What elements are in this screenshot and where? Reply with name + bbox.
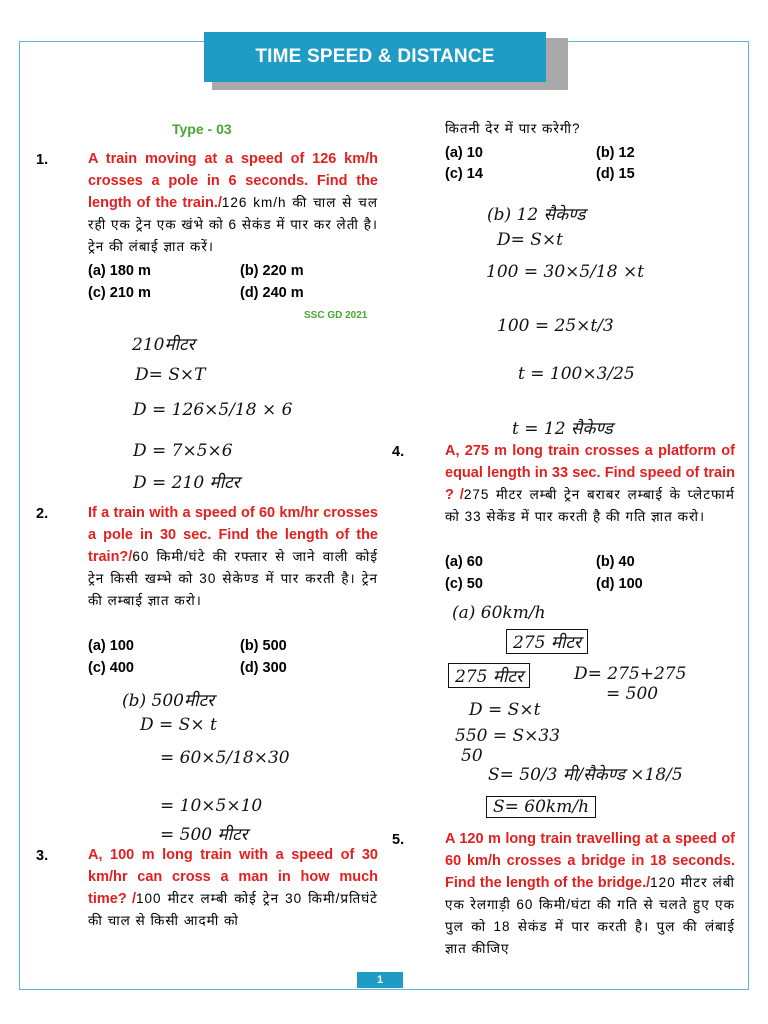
q4-hindi: 275 मीटर लम्बी ट्रेन बराबर लम्बाई के प्लेटफार्म को 33 सेकेंड में पार करती है की गति ज्ञात करो।: [445, 487, 735, 524]
q4-option-d: (d) 100: [596, 576, 643, 592]
q3-option-b: (b) 12: [596, 145, 635, 161]
q3-solution-line-1: (b) 12 सैकेण्ड: [487, 205, 586, 225]
q4-english: A, 275 m long train crosses a platform of equal length in 33 sec. Find speed of train ? /: [445, 443, 735, 503]
q4-solution-line-5: = 500: [606, 684, 659, 704]
q4-solution-line-9: S= 50/3 मी/सैकेण्ड ×18/5: [488, 765, 683, 785]
q4-solution-line-6: D = S×t: [469, 700, 541, 720]
page-number: 1: [357, 972, 403, 988]
q4-solution-boxed-1: 275 मीटर: [506, 629, 588, 654]
q2-solution-line-5: = 500 मीटर: [160, 825, 248, 845]
type-label: Type - 03: [172, 121, 232, 137]
q3-option-a: (a) 10: [445, 145, 483, 161]
q3-hindi-continued: कितनी देर में पार करेगी?: [445, 121, 581, 136]
q3-solution-line-3: 100 = 30×5/18 ×t: [486, 262, 645, 282]
q5-hindi: 120 मीटर लंबी एक रेलगाड़ी 60 किमी/घंटा की गति से चलते हुए एक पुल को 18 सेकंड में पार करती है। पुल की लंबाई ज्ञात कीजिए: [445, 875, 735, 956]
q3-number: 3.: [36, 848, 49, 864]
q4-option-c: (c) 50: [445, 576, 483, 592]
q3-option-d: (d) 15: [596, 166, 635, 182]
q5-number: 5.: [392, 832, 405, 848]
page-title: TIME SPEED & DISTANCE: [204, 32, 546, 82]
q1-number: 1.: [36, 152, 49, 168]
q2-option-d: (d) 300: [240, 660, 287, 676]
q3-hindi: 100 मीटर लम्बी कोई ट्रेन 30 किमी/प्रतिघंटे की चाल से किसी आदमी को: [88, 891, 378, 928]
q2-option-a: (a) 100: [88, 638, 134, 654]
q4-solution-boxed-3: S= 60km/h: [486, 796, 596, 818]
q2-solution-line-4: = 10×5×10: [160, 796, 263, 816]
q3-solution-line-6: t = 12 सैकेण्ड: [512, 419, 613, 439]
q1-hindi: 126 km/h की चाल से चल रही एक ट्रेन एक खंभे को 6 सेकंड में पार कर लेती है। ट्रेन की लंबाई ज्ञात करें।: [88, 195, 378, 254]
q2-solution-line-1: (b) 500मीटर: [122, 691, 215, 711]
q4-solution-line-7: 550 = S×33: [455, 726, 561, 746]
q1-source: SSC GD 2021: [304, 310, 368, 321]
q1-solution-line-2: D= S×T: [135, 365, 206, 385]
q2-solution-line-3: = 60×5/18×30: [160, 748, 290, 768]
q4-solution-boxed-2: 275 मीटर: [448, 663, 530, 688]
q4-option-b: (b) 40: [596, 554, 635, 570]
q1-solution-line-1: 210मीटर: [132, 335, 195, 355]
q1-text: [88, 148, 378, 258]
q1-solution-line-4: D = 7×5×6: [133, 441, 233, 461]
q1-option-a: (a) 180 m: [88, 263, 151, 279]
q1-solution-line-5: D = 210 मीटर: [133, 473, 240, 493]
q3-text: [88, 844, 378, 932]
q4-text: [445, 440, 735, 528]
q2-option-c: (c) 400: [88, 660, 134, 676]
q1-option-d: (d) 240 m: [240, 285, 304, 301]
q5-english: A 120 m long train travelling at a speed of 60 km/h crosses a bridge in 18 seconds. Find the length of the bridge./: [445, 831, 735, 891]
q1-option-b: (b) 220 m: [240, 263, 304, 279]
q2-hindi: 60 किमी/घंटे की रफ्तार से जाने वाली कोई ट्रेन किसी खम्भे को 30 सेकेण्ड में पार करती है। ट्रेन की लम्बाई ज्ञात करो।: [88, 549, 378, 608]
q3-option-c: (c) 14: [445, 166, 483, 182]
q4-solution-line-8: 50: [461, 746, 483, 766]
q2-text: [88, 502, 378, 612]
q1-option-c: (c) 210 m: [88, 285, 151, 301]
q2-number: 2.: [36, 506, 49, 522]
q3-solution-line-2: D= S×t: [497, 230, 563, 250]
q1-solution-line-3: D = 126×5/18 × 6: [133, 400, 293, 420]
q4-number: 4.: [392, 444, 405, 460]
q4-solution-line-4: D= 275+275: [574, 664, 687, 684]
q3-solution-line-5: t = 100×3/25: [518, 364, 635, 384]
q2-solution-line-2: D = S× t: [140, 715, 217, 735]
q3-solution-line-4: 100 = 25×t/3: [497, 316, 614, 336]
q4-solution-line-1: (a) 60km/h: [452, 603, 546, 623]
q2-english: If a train with a speed of 60 km/hr crosses a pole in 30 sec. Find the length of the train?/: [88, 505, 378, 565]
q3-english: A, 100 m long train with a speed of 30 km/hr can cross a man in how much time? /: [88, 847, 378, 907]
q2-option-b: (b) 500: [240, 638, 287, 654]
q4-option-a: (a) 60: [445, 554, 483, 570]
q5-text: [445, 828, 735, 960]
q1-english: A train moving at a speed of 126 km/h crosses a pole in 6 seconds. Find the length of the train./: [88, 151, 378, 211]
q3-text-continued: [445, 118, 735, 140]
